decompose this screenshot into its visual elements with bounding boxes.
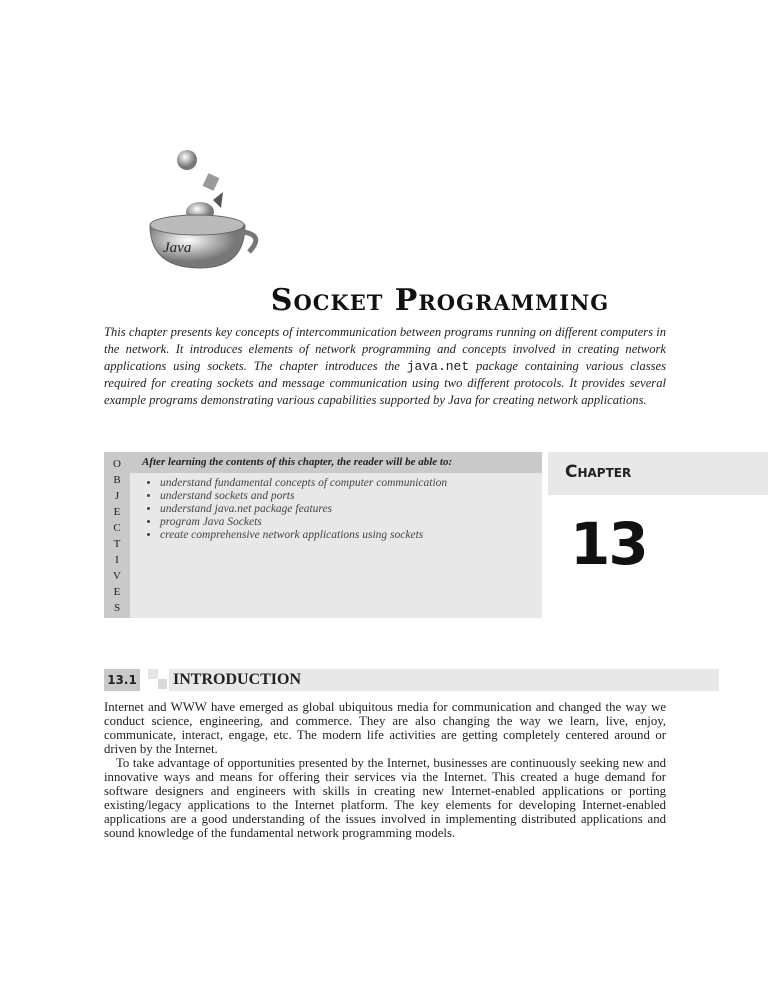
abstract-code: java.net: [406, 359, 470, 374]
objective-item: • understand sockets and ports: [160, 490, 542, 503]
letter: I: [115, 554, 119, 566]
section-body: [104, 700, 666, 840]
chapter-number: 13: [570, 510, 647, 578]
letter: O: [113, 458, 121, 470]
letter: V: [113, 570, 121, 582]
chapter-abstract: [104, 324, 666, 409]
letter: E: [113, 586, 121, 598]
objectives-letters: [104, 452, 130, 618]
objective-item: • understand java.net package features: [160, 503, 542, 516]
paragraph: Internet and WWW have emerged as global ubiquitous media for communication and changed the way we conduct science, engineering, and commerce. They are also changing the way we learn, live, enjoy, communicate, interact, engage, etc. The modern life activities are getting completely centered around or driven by the Internet.: [104, 700, 666, 756]
decor-square: [148, 669, 158, 679]
section-heading: INTRODUCTION: [169, 669, 719, 691]
objective-item: • understand fundamental concepts of computer communication: [160, 477, 542, 490]
letter: S: [113, 602, 121, 614]
logo-text: Java: [163, 240, 192, 256]
abstract-text: package containing various classes required for creating sockets and message communication using two different protocols. It provides several example programs demonstrating various capabilities supported by Java for creating network applications.: [104, 359, 666, 407]
paragraph: To take advantage of opportunities presented by the Internet, businesses are continuously seeking new and innovative ways and means for offering their services via the Internet. This created a huge demand for software designers and engineers with skills in creating new Internet-enabled applications or porting existing/legacy applications to the Internet platform. The key elements for developing Internet-enabled applications are a good understanding of the issues involved in implementing distributed applications and sound knowledge of the fundamental network programming models.: [104, 756, 666, 840]
objectives-list: [130, 473, 542, 618]
letter: B: [113, 474, 121, 486]
letter: J: [114, 490, 120, 502]
chapter-label: Chapter: [565, 462, 632, 482]
objective-item: • create comprehensive network applications using sockets: [160, 529, 542, 542]
letter: T: [113, 538, 121, 550]
objective-item: • program Java Sockets: [160, 516, 542, 529]
decor-square: [158, 679, 167, 689]
abstract-text: This chapter presents key concepts of intercommunication between programs running on different computers in the network. It introduces elements of network programming and concepts involved in creating network applications using sockets. The chapter introduces the: [104, 325, 666, 373]
chapter-title: Socket Programming: [270, 283, 610, 318]
objectives-heading: After learning the contents of this chapter, the reader will be able to:: [130, 452, 542, 473]
letter: E: [113, 506, 121, 518]
java-cup-logo: [145, 140, 275, 270]
section-number: 13.1: [104, 669, 140, 691]
letter: C: [113, 522, 121, 534]
